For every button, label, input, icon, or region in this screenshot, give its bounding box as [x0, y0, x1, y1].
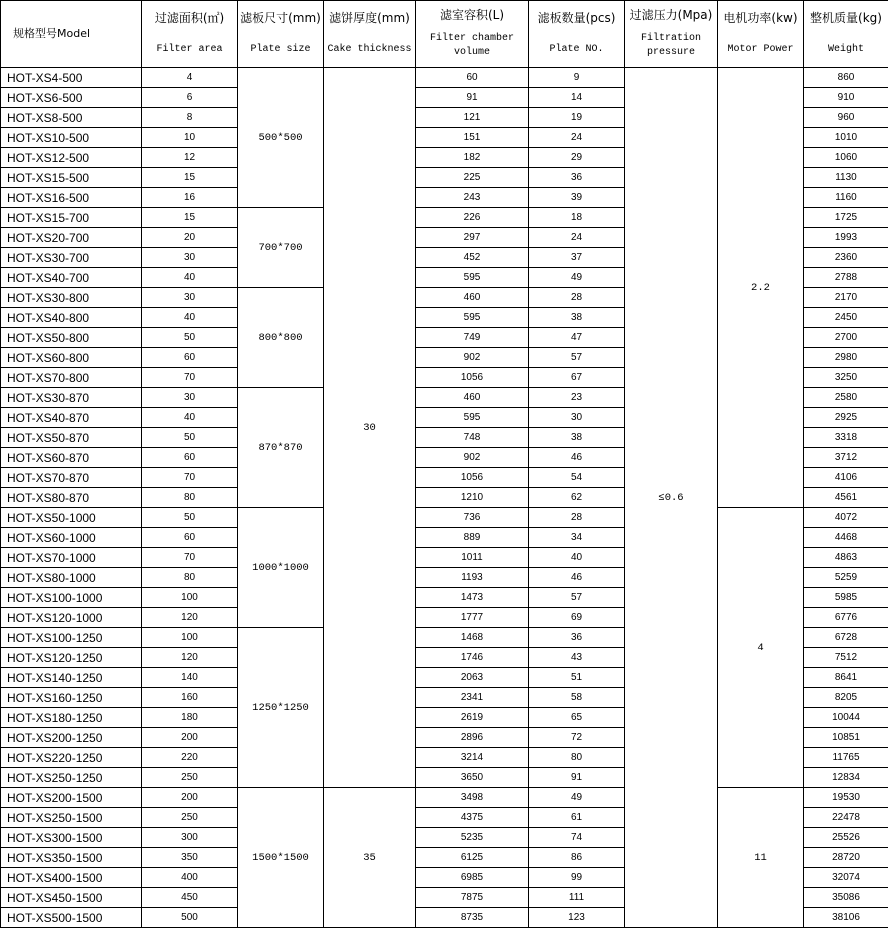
- motor-power-cell: 4: [718, 508, 804, 788]
- plate-number-cell: 36: [529, 168, 625, 188]
- plate-size-cell: 1000*1000: [238, 508, 324, 628]
- weight-cell: 25526: [804, 828, 888, 848]
- motor-power-cell: 11: [718, 788, 804, 928]
- header-cake-thickness: [324, 1, 416, 68]
- weight-cell: 1130: [804, 168, 888, 188]
- chamber-volume-cell: 3650: [416, 768, 529, 788]
- weight-cell: 1725: [804, 208, 888, 228]
- weight-cell: 4468: [804, 528, 888, 548]
- chamber-volume-cell: 1777: [416, 608, 529, 628]
- model-cell: HOT-XS160-1250: [1, 688, 142, 708]
- model-cell: HOT-XS15-700: [1, 208, 142, 228]
- plate-number-cell: 39: [529, 188, 625, 208]
- model-cell: HOT-XS200-1500: [1, 788, 142, 808]
- weight-cell: 3318: [804, 428, 888, 448]
- model-cell: HOT-XS70-1000: [1, 548, 142, 568]
- weight-cell: 1993: [804, 228, 888, 248]
- weight-cell: 28720: [804, 848, 888, 868]
- model-cell: HOT-XS180-1250: [1, 708, 142, 728]
- plate-number-cell: 38: [529, 428, 625, 448]
- table-header: [1, 1, 888, 68]
- filter-area-cell: 30: [142, 288, 238, 308]
- plate-number-cell: 38: [529, 308, 625, 328]
- model-cell: HOT-XS4-500: [1, 68, 142, 88]
- weight-cell: 10851: [804, 728, 888, 748]
- model-cell: HOT-XS50-870: [1, 428, 142, 448]
- filter-area-cell: 450: [142, 888, 238, 908]
- weight-cell: 2580: [804, 388, 888, 408]
- header-chamber-volume: [416, 1, 529, 68]
- chamber-volume-cell: 7875: [416, 888, 529, 908]
- plate-number-cell: 69: [529, 608, 625, 628]
- header-plate-number-en: Plate NO.: [549, 44, 604, 55]
- header-filtration-pressure-en2: pressure: [646, 47, 695, 58]
- model-cell: HOT-XS40-700: [1, 268, 142, 288]
- model-cell: HOT-XS60-1000: [1, 528, 142, 548]
- filter-area-cell: 350: [142, 848, 238, 868]
- header-motor-power-en: Motor Power: [727, 44, 794, 55]
- filter-area-cell: 180: [142, 708, 238, 728]
- chamber-volume-cell: 6985: [416, 868, 529, 888]
- plate-number-cell: 9: [529, 68, 625, 88]
- weight-cell: 8205: [804, 688, 888, 708]
- weight-cell: 5259: [804, 568, 888, 588]
- weight-cell: 2980: [804, 348, 888, 368]
- filter-area-cell: 60: [142, 448, 238, 468]
- plate-number-cell: 14: [529, 88, 625, 108]
- model-cell: HOT-XS30-800: [1, 288, 142, 308]
- filter-area-cell: 50: [142, 328, 238, 348]
- chamber-volume-cell: 460: [416, 388, 529, 408]
- filter-area-cell: 16: [142, 188, 238, 208]
- header-filtration-pressure: [625, 1, 718, 68]
- plate-number-cell: 40: [529, 548, 625, 568]
- chamber-volume-cell: 8735: [416, 908, 529, 928]
- filter-area-cell: 10: [142, 128, 238, 148]
- header-cake-thickness-zh: 滤饼厚度(mm): [329, 11, 410, 25]
- model-cell: HOT-XS80-1000: [1, 568, 142, 588]
- header-plate-number-zh: 滤板数量(pcs): [537, 11, 616, 25]
- model-cell: HOT-XS30-870: [1, 388, 142, 408]
- weight-cell: 4863: [804, 548, 888, 568]
- filter-area-cell: 250: [142, 768, 238, 788]
- model-cell: HOT-XS300-1500: [1, 828, 142, 848]
- filter-area-cell: 20: [142, 228, 238, 248]
- plate-number-cell: 123: [529, 908, 625, 928]
- model-cell: HOT-XS10-500: [1, 128, 142, 148]
- model-cell: HOT-XS15-500: [1, 168, 142, 188]
- chamber-volume-cell: 3498: [416, 788, 529, 808]
- plate-number-cell: 46: [529, 448, 625, 468]
- chamber-volume-cell: 2896: [416, 728, 529, 748]
- weight-cell: 5985: [804, 588, 888, 608]
- model-cell: HOT-XS16-500: [1, 188, 142, 208]
- header-plate-size: [238, 1, 324, 68]
- chamber-volume-cell: 121: [416, 108, 529, 128]
- weight-cell: 2925: [804, 408, 888, 428]
- plate-number-cell: 24: [529, 228, 625, 248]
- chamber-volume-cell: 736: [416, 508, 529, 528]
- plate-number-cell: 57: [529, 588, 625, 608]
- model-cell: HOT-XS70-800: [1, 368, 142, 388]
- motor-power-cell: 2.2: [718, 68, 804, 508]
- filter-area-cell: 50: [142, 508, 238, 528]
- weight-cell: 2170: [804, 288, 888, 308]
- model-cell: HOT-XS50-800: [1, 328, 142, 348]
- header-motor-power: [718, 1, 804, 68]
- weight-cell: 32074: [804, 868, 888, 888]
- chamber-volume-cell: 1193: [416, 568, 529, 588]
- chamber-volume-cell: 1210: [416, 488, 529, 508]
- filter-area-cell: 80: [142, 568, 238, 588]
- weight-cell: 19530: [804, 788, 888, 808]
- model-cell: HOT-XS100-1250: [1, 628, 142, 648]
- filter-area-cell: 30: [142, 388, 238, 408]
- filter-area-cell: 40: [142, 408, 238, 428]
- chamber-volume-cell: 595: [416, 408, 529, 428]
- chamber-volume-cell: 902: [416, 348, 529, 368]
- weight-cell: 2700: [804, 328, 888, 348]
- header-filter-area-zh: 过滤面积(㎡): [154, 11, 225, 25]
- model-cell: HOT-XS80-870: [1, 488, 142, 508]
- table-row: [1, 788, 888, 808]
- plate-number-cell: 47: [529, 328, 625, 348]
- plate-number-cell: 58: [529, 688, 625, 708]
- header-cake-thickness-en: Cake thickness: [327, 44, 412, 55]
- chamber-volume-cell: 225: [416, 168, 529, 188]
- weight-cell: 2450: [804, 308, 888, 328]
- model-cell: HOT-XS40-870: [1, 408, 142, 428]
- plate-number-cell: 29: [529, 148, 625, 168]
- filter-area-cell: 250: [142, 808, 238, 828]
- chamber-volume-cell: 1746: [416, 648, 529, 668]
- filter-area-cell: 400: [142, 868, 238, 888]
- model-cell: HOT-XS250-1500: [1, 808, 142, 828]
- chamber-volume-cell: 60: [416, 68, 529, 88]
- weight-cell: 38106: [804, 908, 888, 928]
- plate-number-cell: 19: [529, 108, 625, 128]
- filter-area-cell: 8: [142, 108, 238, 128]
- model-cell: HOT-XS220-1250: [1, 748, 142, 768]
- header-motor-power-zh: 电机功率(kw): [723, 11, 798, 25]
- filter-area-cell: 80: [142, 488, 238, 508]
- chamber-volume-cell: 151: [416, 128, 529, 148]
- chamber-volume-cell: 595: [416, 308, 529, 328]
- filter-area-cell: 220: [142, 748, 238, 768]
- header-model: 规格型号Model: [1, 1, 142, 68]
- header-filtration-pressure-en1: Filtration: [640, 33, 701, 44]
- plate-size-cell: 1500*1500: [238, 788, 324, 928]
- chamber-volume-cell: 452: [416, 248, 529, 268]
- chamber-volume-cell: 1468: [416, 628, 529, 648]
- plate-number-cell: 49: [529, 788, 625, 808]
- weight-cell: 1060: [804, 148, 888, 168]
- plate-number-cell: 74: [529, 828, 625, 848]
- plate-number-cell: 36: [529, 628, 625, 648]
- chamber-volume-cell: 5235: [416, 828, 529, 848]
- weight-cell: 1160: [804, 188, 888, 208]
- filter-area-cell: 120: [142, 648, 238, 668]
- filter-area-cell: 70: [142, 368, 238, 388]
- model-cell: HOT-XS120-1250: [1, 648, 142, 668]
- weight-cell: 12834: [804, 768, 888, 788]
- header-chamber-volume-en1: Filter chamber: [429, 33, 514, 44]
- model-cell: HOT-XS20-700: [1, 228, 142, 248]
- plate-number-cell: 91: [529, 768, 625, 788]
- chamber-volume-cell: 2341: [416, 688, 529, 708]
- header-filtration-pressure-zh: 过滤压力(Mpa): [629, 8, 713, 22]
- header-weight-zh: 整机质量(kg): [810, 11, 882, 25]
- chamber-volume-cell: 1056: [416, 368, 529, 388]
- chamber-volume-cell: 749: [416, 328, 529, 348]
- filter-area-cell: 120: [142, 608, 238, 628]
- filtration-pressure-cell: ≤0.6: [625, 68, 718, 928]
- plate-number-cell: 61: [529, 808, 625, 828]
- chamber-volume-cell: 2063: [416, 668, 529, 688]
- model-cell: HOT-XS200-1250: [1, 728, 142, 748]
- model-cell: HOT-XS450-1500: [1, 888, 142, 908]
- chamber-volume-cell: 4375: [416, 808, 529, 828]
- plate-size-cell: 870*870: [238, 388, 324, 508]
- weight-cell: 4072: [804, 508, 888, 528]
- filter-area-cell: 200: [142, 788, 238, 808]
- plate-number-cell: 24: [529, 128, 625, 148]
- filter-area-cell: 12: [142, 148, 238, 168]
- weight-cell: 4561: [804, 488, 888, 508]
- chamber-volume-cell: 243: [416, 188, 529, 208]
- chamber-volume-cell: 3214: [416, 748, 529, 768]
- filter-area-cell: 60: [142, 348, 238, 368]
- header-row: [1, 1, 888, 68]
- filter-area-cell: 500: [142, 908, 238, 928]
- plate-size-cell: 700*700: [238, 208, 324, 288]
- model-cell: HOT-XS500-1500: [1, 908, 142, 928]
- header-chamber-volume-zh: 滤室容积(L): [439, 8, 505, 22]
- weight-cell: 3250: [804, 368, 888, 388]
- filter-area-cell: 30: [142, 248, 238, 268]
- plate-number-cell: 30: [529, 408, 625, 428]
- weight-cell: 22478: [804, 808, 888, 828]
- chamber-volume-cell: 297: [416, 228, 529, 248]
- plate-number-cell: 65: [529, 708, 625, 728]
- model-cell: HOT-XS40-800: [1, 308, 142, 328]
- filter-area-cell: 15: [142, 168, 238, 188]
- filter-area-cell: 200: [142, 728, 238, 748]
- filter-area-cell: 60: [142, 528, 238, 548]
- plate-number-cell: 46: [529, 568, 625, 588]
- plate-size-cell: 500*500: [238, 68, 324, 208]
- filter-area-cell: 70: [142, 548, 238, 568]
- model-cell: HOT-XS8-500: [1, 108, 142, 128]
- plate-number-cell: 34: [529, 528, 625, 548]
- plate-size-cell: 1250*1250: [238, 628, 324, 788]
- filter-area-cell: 140: [142, 668, 238, 688]
- model-cell: HOT-XS60-870: [1, 448, 142, 468]
- chamber-volume-cell: 1056: [416, 468, 529, 488]
- plate-number-cell: 67: [529, 368, 625, 388]
- cake-thickness-cell: 30: [324, 68, 416, 788]
- weight-cell: 6776: [804, 608, 888, 628]
- weight-cell: 3712: [804, 448, 888, 468]
- weight-cell: 2360: [804, 248, 888, 268]
- filter-area-cell: 40: [142, 308, 238, 328]
- plate-number-cell: 62: [529, 488, 625, 508]
- plate-number-cell: 28: [529, 288, 625, 308]
- plate-number-cell: 54: [529, 468, 625, 488]
- cake-thickness-cell: 35: [324, 788, 416, 928]
- filter-area-cell: 70: [142, 468, 238, 488]
- filter-area-cell: 160: [142, 688, 238, 708]
- plate-number-cell: 28: [529, 508, 625, 528]
- header-chamber-volume-en2: volume: [453, 47, 490, 58]
- chamber-volume-cell: 595: [416, 268, 529, 288]
- weight-cell: 4106: [804, 468, 888, 488]
- header-weight: [804, 1, 888, 68]
- header-filter-area: [142, 1, 238, 68]
- filter-area-cell: 40: [142, 268, 238, 288]
- model-cell: HOT-XS50-1000: [1, 508, 142, 528]
- filter-area-cell: 4: [142, 68, 238, 88]
- chamber-volume-cell: 460: [416, 288, 529, 308]
- filter-area-cell: 6: [142, 88, 238, 108]
- plate-size-cell: 800*800: [238, 288, 324, 388]
- chamber-volume-cell: 902: [416, 448, 529, 468]
- filter-area-cell: 100: [142, 588, 238, 608]
- plate-number-cell: 51: [529, 668, 625, 688]
- chamber-volume-cell: 889: [416, 528, 529, 548]
- header-plate-size-zh: 滤板尺寸(mm): [240, 11, 321, 25]
- filter-area-cell: 300: [142, 828, 238, 848]
- weight-cell: 960: [804, 108, 888, 128]
- header-plate-size-en: Plate size: [250, 44, 311, 55]
- model-cell: HOT-XS120-1000: [1, 608, 142, 628]
- plate-number-cell: 111: [529, 888, 625, 908]
- plate-number-cell: 37: [529, 248, 625, 268]
- header-filter-area-en: Filter area: [156, 44, 223, 55]
- model-cell: HOT-XS140-1250: [1, 668, 142, 688]
- weight-cell: 7512: [804, 648, 888, 668]
- weight-cell: 2788: [804, 268, 888, 288]
- chamber-volume-cell: 1473: [416, 588, 529, 608]
- chamber-volume-cell: 1011: [416, 548, 529, 568]
- model-cell: HOT-XS60-800: [1, 348, 142, 368]
- weight-cell: 10044: [804, 708, 888, 728]
- table-row: [1, 68, 888, 88]
- plate-number-cell: 86: [529, 848, 625, 868]
- chamber-volume-cell: 226: [416, 208, 529, 228]
- filter-area-cell: 100: [142, 628, 238, 648]
- weight-cell: 11765: [804, 748, 888, 768]
- model-cell: HOT-XS12-500: [1, 148, 142, 168]
- plate-number-cell: 80: [529, 748, 625, 768]
- weight-cell: 8641: [804, 668, 888, 688]
- model-cell: HOT-XS70-870: [1, 468, 142, 488]
- weight-cell: 6728: [804, 628, 888, 648]
- plate-number-cell: 43: [529, 648, 625, 668]
- plate-number-cell: 72: [529, 728, 625, 748]
- table-row: [1, 508, 888, 528]
- model-cell: HOT-XS350-1500: [1, 848, 142, 868]
- weight-cell: 1010: [804, 128, 888, 148]
- model-cell: HOT-XS100-1000: [1, 588, 142, 608]
- plate-number-cell: 49: [529, 268, 625, 288]
- weight-cell: 35086: [804, 888, 888, 908]
- plate-number-cell: 23: [529, 388, 625, 408]
- model-cell: HOT-XS250-1250: [1, 768, 142, 788]
- filter-area-cell: 50: [142, 428, 238, 448]
- header-weight-en: Weight: [827, 44, 864, 55]
- plate-number-cell: 99: [529, 868, 625, 888]
- model-cell: HOT-XS30-700: [1, 248, 142, 268]
- chamber-volume-cell: 2619: [416, 708, 529, 728]
- weight-cell: 860: [804, 68, 888, 88]
- model-cell: HOT-XS400-1500: [1, 868, 142, 888]
- weight-cell: 910: [804, 88, 888, 108]
- chamber-volume-cell: 748: [416, 428, 529, 448]
- model-cell: HOT-XS6-500: [1, 88, 142, 108]
- chamber-volume-cell: 182: [416, 148, 529, 168]
- filter-area-cell: 15: [142, 208, 238, 228]
- table-body: [1, 68, 888, 928]
- header-plate-number: [529, 1, 625, 68]
- plate-number-cell: 18: [529, 208, 625, 228]
- chamber-volume-cell: 6125: [416, 848, 529, 868]
- chamber-volume-cell: 91: [416, 88, 529, 108]
- plate-number-cell: 57: [529, 348, 625, 368]
